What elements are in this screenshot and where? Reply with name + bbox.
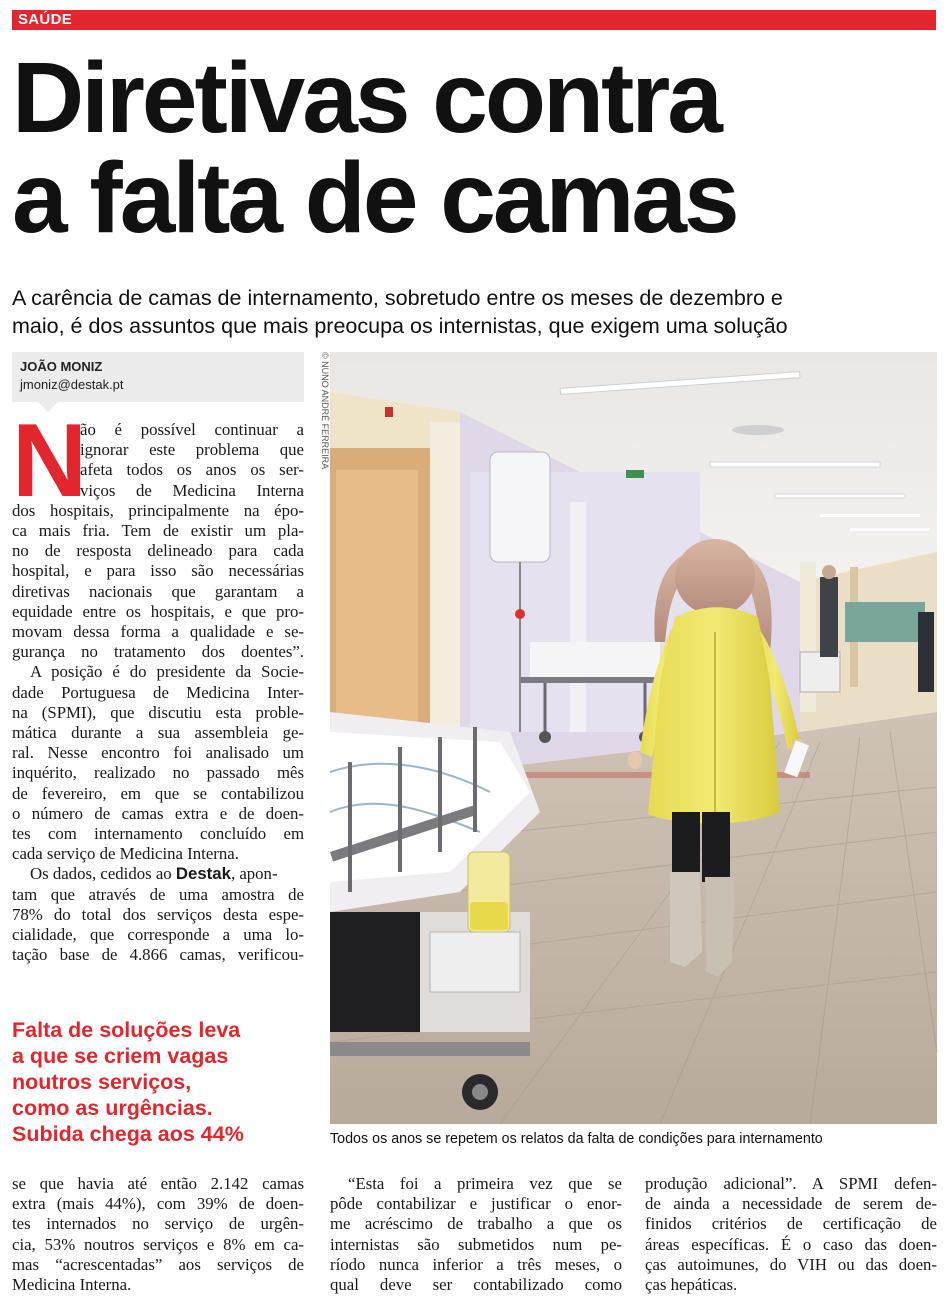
photo-caption: Todos os anos se repetem os relatos da falta de condições para internamento [330, 1131, 823, 1147]
body-line: no de resposta delineado para cada [12, 541, 304, 561]
body-line: afeta todos os anos os ser- [80, 460, 304, 480]
body-line: me acréscimo de trabalho a que os [330, 1214, 622, 1234]
body-line: inquérito, realizado no passado mês [12, 763, 304, 783]
article-column-bottom-2 [330, 1174, 622, 1295]
body-line: finidos critérios de certificação de [645, 1214, 937, 1234]
body-line: ão é possível continuar a [80, 420, 304, 439]
body-line: áreas específicas. É o caso das doen- [645, 1234, 937, 1254]
photo-illustration [330, 352, 937, 1124]
body-line: A posição é do presidente da Socie- [30, 662, 304, 682]
pull-quote-line: noutros serviços, [12, 1070, 192, 1094]
drop-cap: N [12, 403, 88, 519]
body-line: tam que através de uma amostra de [12, 884, 304, 904]
section-label: SAÚDE [18, 11, 73, 28]
body-line: ignorar este problema que [80, 440, 304, 460]
body-line: ças hepáticas. [645, 1275, 738, 1295]
body-line: cialidade, que corresponde a uma lo- [12, 925, 304, 945]
article-column-1 [12, 403, 304, 965]
body-line: produção adicional”. A SPMI defen- [645, 1174, 937, 1193]
body-line: qual deve ser contabilizado como [330, 1275, 622, 1295]
body-line: diretivas nacionais que garantam a [12, 581, 304, 601]
pull-quote-line: a que se criem vagas [12, 1044, 229, 1068]
body-line: tes com internamento concluído em [12, 824, 304, 844]
body-line: gurança no tratamento dos doentes”. [12, 642, 304, 662]
destak-brand: Destak [175, 864, 231, 884]
body-line: dade Portuguesa de Medicina Inter- [12, 682, 304, 702]
body-line: viços de Medicina Interna [80, 480, 304, 500]
photo-credit [318, 352, 330, 492]
body-line: cia, 53% noutros serviços e 8% em ca- [12, 1234, 304, 1254]
author-name: JOÃO MONIZ [20, 359, 103, 374]
body-line: na (SPMI), que discutiu esta proble- [12, 702, 304, 722]
body-line: mática durante a sua assembleia ge- [12, 723, 304, 743]
body-line: “Esta foi a primeira vez que se [348, 1174, 622, 1193]
body-line: cada serviço de Medicina Interna. [12, 844, 239, 864]
body-line: ças autoimunes, do VIH ou das doen- [645, 1254, 937, 1274]
body-line: ríodo nunca inferior a três meses, o [330, 1254, 622, 1274]
byline [12, 352, 304, 402]
body-line [12, 864, 304, 884]
author-email[interactable]: jmoniz@destak.pt [20, 377, 124, 392]
hospital-corridor-photo [330, 352, 937, 1124]
body-line: extra (mais 44%), com 39% de doen- [12, 1194, 304, 1214]
pull-quote-line: Subida chega aos 44% [12, 1122, 244, 1146]
standfirst [12, 284, 936, 340]
standfirst-line: maio, é dos assuntos que mais preocupa os internistas, que exigem uma solução [12, 314, 788, 338]
headline-line: Diretivas contra [12, 42, 720, 154]
body-line: Medicina Interna. [12, 1275, 132, 1295]
body-line: pôde contabilizar e justificar o enor- [330, 1194, 622, 1214]
body-line: ral. Nesse encontro foi analisado um [12, 743, 304, 763]
article-column-bottom-1 [12, 1174, 304, 1295]
body-line: tes internados no serviço de urgên- [12, 1214, 304, 1234]
body-line: ca mais fria. Tem de existir um pla- [12, 521, 304, 541]
body-line: de fevereiro, em que se contabilizou [12, 783, 304, 803]
body-line: dos hospitais, principalmente na épo- [12, 500, 304, 520]
body-text: , apon- [230, 864, 278, 884]
pull-quote-line: como as urgências. [12, 1096, 213, 1120]
standfirst-line: A carência de camas de internamento, sobretudo entre os meses de dezembro e [12, 286, 783, 310]
pull-quote [12, 1017, 312, 1147]
photo-credit-text: © NUNO ANDRÉ FERREIRA [320, 352, 330, 470]
pull-quote-line: Falta de soluções leva [12, 1018, 241, 1042]
body-line: o número de camas extra e de doen- [12, 803, 304, 823]
body-line: mas “acrescentadas” aos serviços de [12, 1254, 304, 1274]
body-text: Os dados, cedidos ao [30, 864, 172, 884]
section-bar [12, 10, 936, 30]
body-line: equidade entre os hospitais, e que pro- [12, 601, 304, 621]
headline-line: a falta de camas [12, 142, 737, 254]
body-line: se que havia até então 2.142 camas [12, 1174, 304, 1193]
body-line: internistas são submetidos num pe- [330, 1234, 622, 1254]
article-column-bottom-3 [645, 1174, 937, 1295]
headline [12, 42, 936, 254]
body-line: 78% do total dos serviços desta espe- [12, 904, 304, 924]
body-line: hospital, e para isso são necessárias [12, 561, 304, 581]
body-line: de ainda a necessidade de serem de- [645, 1194, 937, 1214]
body-line: tação base de 4.866 camas, verificou- [12, 945, 304, 965]
body-line: movam dessa forma a qualidade e se- [12, 622, 304, 642]
